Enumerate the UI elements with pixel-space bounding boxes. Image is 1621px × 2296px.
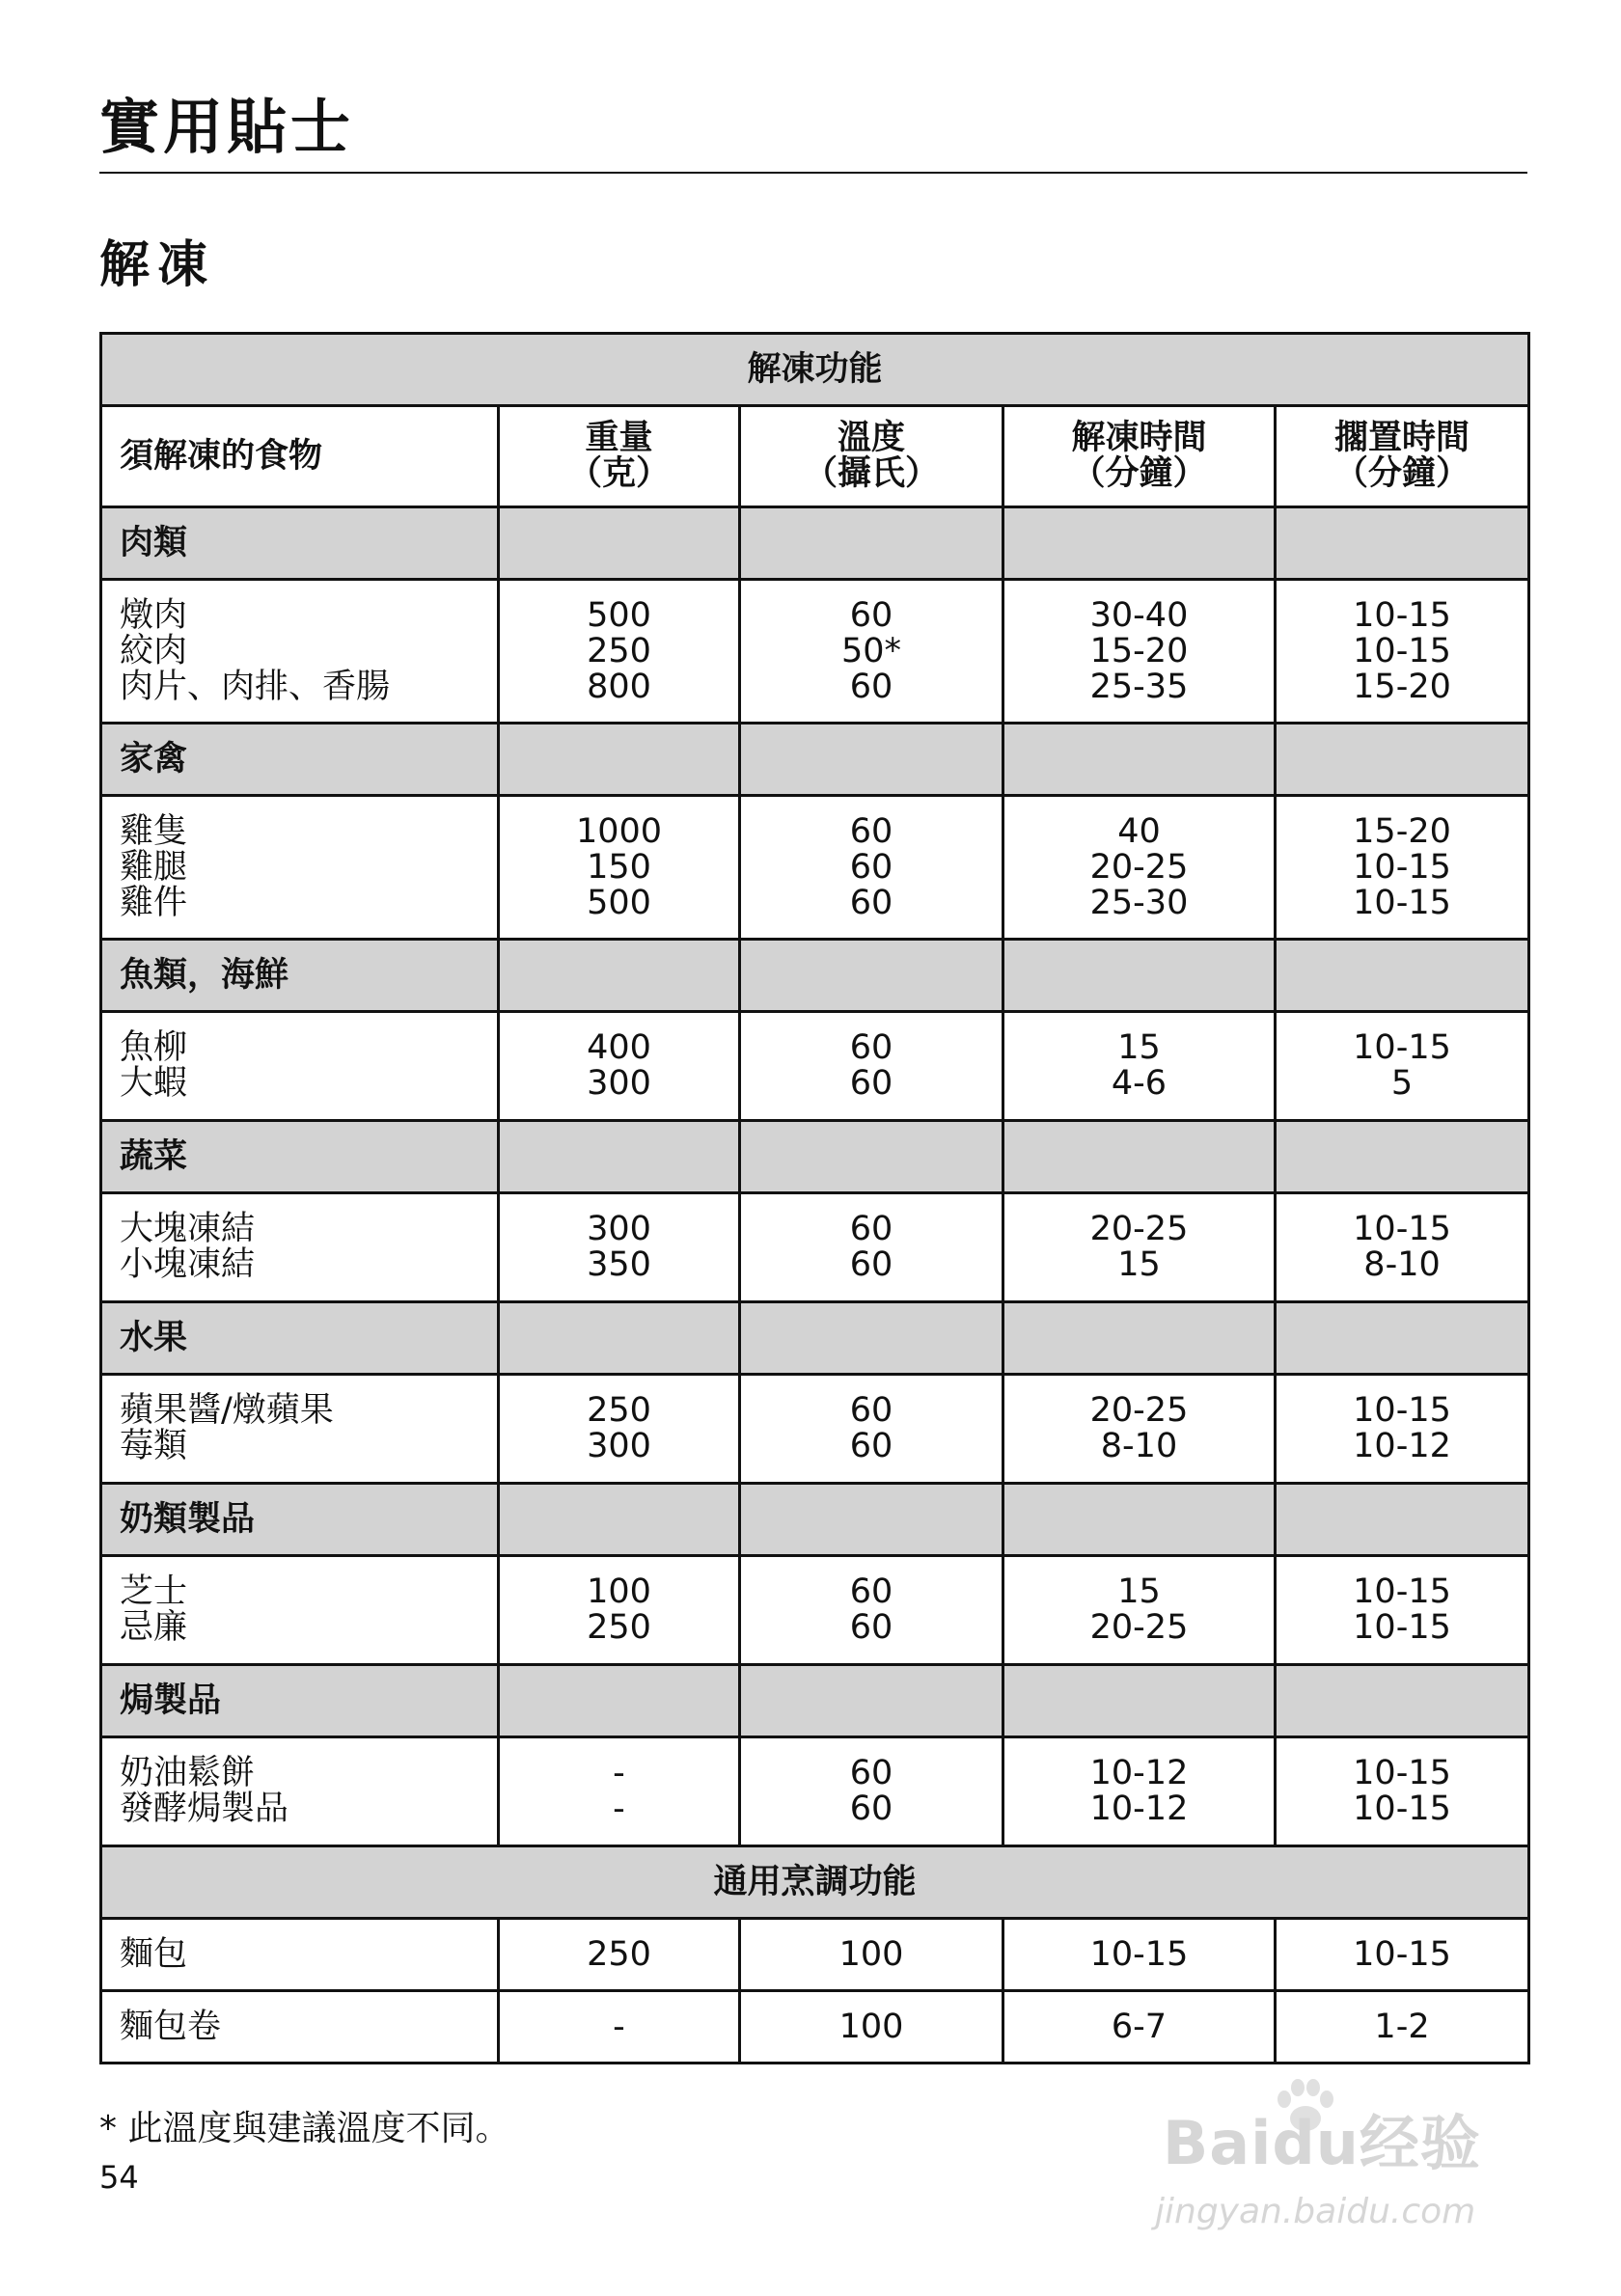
thaw-value: 30-40 (1089, 595, 1189, 635)
table-band-thaw (101, 334, 1529, 406)
food-name: 忌廉 (120, 1608, 188, 1647)
empty-cell (1003, 507, 1276, 580)
empty-cell (1276, 940, 1529, 1012)
rest-cell (1276, 1375, 1529, 1484)
food-name: 發酵焗製品 (120, 1790, 289, 1828)
thaw-value: 20-25 (1089, 847, 1189, 887)
rest-cell: 1-2 (1276, 1991, 1529, 2064)
category-row (101, 1484, 1529, 1556)
rest-value: 15-20 (1353, 667, 1451, 706)
temp-value: 60 (849, 847, 893, 887)
temp-cell: 100 (740, 1919, 1003, 1991)
empty-cell (1003, 1121, 1276, 1193)
category-row (101, 724, 1529, 796)
empty-cell (499, 1484, 740, 1556)
empty-cell (1276, 1665, 1529, 1737)
food-name: 燉肉 (120, 595, 188, 635)
thaw-cell (1003, 1375, 1276, 1484)
weight-value: 250 (587, 1391, 651, 1430)
food-cell (101, 796, 499, 940)
rest-value: 10-15 (1353, 883, 1451, 922)
empty-cell (1276, 724, 1529, 796)
food-name: 魚柳 (120, 1028, 188, 1067)
table-row (101, 1556, 1529, 1665)
weight-value: 300 (587, 1210, 651, 1248)
table-row (101, 796, 1529, 940)
table-row (101, 1012, 1529, 1121)
rest-value: 10-15 (1353, 595, 1451, 635)
rest-cell (1276, 796, 1529, 940)
thaw-cell (1003, 1556, 1276, 1665)
category-row (101, 507, 1529, 580)
thaw-value: 15-20 (1089, 631, 1189, 670)
food-cell (101, 1375, 499, 1484)
watermark-brand: Baidu经验 (1163, 2108, 1481, 2178)
rest-cell (1276, 1193, 1529, 1302)
food-name: 莓類 (120, 1427, 188, 1465)
food-cell (101, 580, 499, 724)
temp-cell (740, 1193, 1003, 1302)
category-row (101, 1302, 1529, 1375)
thaw-cell (1003, 580, 1276, 724)
thaw-value: 25-30 (1089, 883, 1189, 922)
rest-value: 10-15 (1353, 1572, 1451, 1611)
food-cell (101, 1012, 499, 1121)
temp-value: 60 (849, 883, 893, 922)
band-title: 通用烹調功能 (101, 1846, 1529, 1919)
empty-cell (1276, 1121, 1529, 1193)
temp-value: 60 (849, 1391, 893, 1430)
food-name: 雞件 (120, 883, 188, 922)
temp-value: 50* (840, 631, 902, 670)
empty-cell (499, 940, 740, 1012)
rest-value: 10-15 (1353, 1790, 1451, 1828)
temp-value: 60 (849, 1028, 893, 1067)
temp-value: 60 (849, 1210, 893, 1248)
thaw-value: 8-10 (1100, 1427, 1178, 1465)
category-row (101, 1121, 1529, 1193)
weight-value: 150 (587, 847, 651, 887)
table-band-general (101, 1846, 1529, 1919)
category-label: 蔬菜 (101, 1121, 499, 1193)
thaw-value: 20-25 (1089, 1210, 1189, 1248)
category-label: 水果 (101, 1302, 499, 1375)
empty-cell (499, 507, 740, 580)
weight-cell (499, 1375, 740, 1484)
thaw-value: 15 (1117, 1245, 1161, 1284)
empty-cell (1276, 1302, 1529, 1375)
thaw-value: 25-35 (1089, 667, 1189, 706)
weight-value: 300 (587, 1064, 651, 1103)
temp-cell (740, 580, 1003, 724)
food-name: 雞隻 (120, 811, 188, 851)
thaw-cell (1003, 796, 1276, 940)
empty-cell (499, 1302, 740, 1375)
rest-value: 10-12 (1353, 1427, 1451, 1465)
table-row (101, 1193, 1529, 1302)
weight-value: 250 (587, 1608, 651, 1647)
column-header-rest-time: 擱置時間 （分鐘） (1276, 406, 1529, 507)
page-title: 實用貼士 (99, 92, 355, 162)
thaw-cell: 6-7 (1003, 1991, 1276, 2064)
empty-cell (499, 1665, 740, 1737)
temp-value: 60 (849, 595, 893, 635)
rest-cell (1276, 1737, 1529, 1846)
rest-value: 10-15 (1353, 847, 1451, 887)
temp-value: 60 (849, 1572, 893, 1611)
empty-cell (740, 1665, 1003, 1737)
section-title: 解凍 (99, 236, 216, 294)
watermark (1143, 2074, 1549, 2257)
food-name: 小塊凍結 (120, 1245, 256, 1284)
rest-value: 10-15 (1353, 1210, 1451, 1248)
thaw-cell: 10-15 (1003, 1919, 1276, 1991)
thaw-value: 40 (1117, 811, 1161, 851)
food-name: 芝士 (120, 1572, 188, 1611)
empty-cell (740, 940, 1003, 1012)
rest-value: 5 (1390, 1064, 1414, 1103)
watermark-url: jingyan.baidu.com (1155, 2192, 1476, 2231)
empty-cell (1003, 1484, 1276, 1556)
rest-value: 10-15 (1353, 1391, 1451, 1430)
weight-value: 400 (587, 1028, 651, 1067)
weight-value: 250 (587, 631, 651, 670)
rest-value: 10-15 (1353, 631, 1451, 670)
thaw-cell (1003, 1012, 1276, 1121)
weight-value: 500 (587, 883, 651, 922)
rest-value: 10-15 (1353, 1754, 1451, 1792)
category-label: 焗製品 (101, 1665, 499, 1737)
weight-cell: 250 (499, 1919, 740, 1991)
weight-cell (499, 1012, 740, 1121)
empty-cell (1003, 1302, 1276, 1375)
rest-cell (1276, 580, 1529, 724)
empty-cell (740, 1302, 1003, 1375)
rest-value: 8-10 (1363, 1245, 1441, 1284)
food-name: 大蝦 (120, 1064, 188, 1103)
thaw-value: 15 (1117, 1028, 1161, 1067)
footnote: * 此溫度與建議溫度不同。 (99, 2109, 510, 2148)
food-cell: 麵包 (101, 1919, 499, 1991)
weight-cell (499, 1737, 740, 1846)
temp-value: 60 (849, 1608, 893, 1647)
temp-value: 60 (849, 811, 893, 851)
weight-value: 300 (587, 1427, 651, 1465)
rest-cell: 10-15 (1276, 1919, 1529, 1991)
rest-value: 10-15 (1353, 1608, 1451, 1647)
thaw-cell (1003, 1193, 1276, 1302)
weight-value: 350 (587, 1245, 651, 1284)
thaw-value: 4-6 (1111, 1064, 1168, 1103)
temp-cell: 100 (740, 1991, 1003, 2064)
rest-cell (1276, 1012, 1529, 1121)
rest-cell (1276, 1556, 1529, 1665)
band-title: 解凍功能 (101, 334, 1529, 406)
food-name: 奶油鬆餅 (120, 1754, 256, 1792)
weight-cell (499, 1193, 740, 1302)
temp-value: 60 (849, 1064, 893, 1103)
food-cell: 麵包卷 (101, 1991, 499, 2064)
empty-cell (1003, 940, 1276, 1012)
thaw-value: 20-25 (1089, 1608, 1189, 1647)
food-cell (101, 1737, 499, 1846)
temp-value: 60 (849, 667, 893, 706)
table-row (101, 1375, 1529, 1484)
weight-value: 800 (587, 667, 651, 706)
thaw-value: 10-12 (1089, 1754, 1189, 1792)
weight-value: 100 (587, 1572, 651, 1611)
thaw-value: 15 (1117, 1572, 1161, 1611)
weight-cell: - (499, 1991, 740, 2064)
empty-cell (499, 1121, 740, 1193)
food-cell (101, 1556, 499, 1665)
table-row (101, 580, 1529, 724)
food-name: 大塊凍結 (120, 1210, 256, 1248)
empty-cell (740, 724, 1003, 796)
rest-value: 10-15 (1353, 1028, 1451, 1067)
temp-cell (740, 796, 1003, 940)
category-row (101, 940, 1529, 1012)
table-row (101, 1991, 1529, 2064)
category-label: 肉類 (101, 507, 499, 580)
thaw-value: 10-12 (1089, 1790, 1189, 1828)
weight-value: - (613, 1790, 625, 1828)
empty-cell (499, 724, 740, 796)
temp-cell (740, 1375, 1003, 1484)
food-name: 蘋果醬/燉蘋果 (120, 1391, 334, 1430)
column-header-food: 須解凍的食物 (101, 406, 499, 507)
rest-value: 15-20 (1353, 811, 1451, 851)
empty-cell (740, 507, 1003, 580)
empty-cell (740, 1484, 1003, 1556)
column-header-weight: 重量 （克） (499, 406, 740, 507)
empty-cell (1003, 724, 1276, 796)
temp-value: 60 (849, 1427, 893, 1465)
page-number: 54 (99, 2159, 139, 2196)
food-cell (101, 1193, 499, 1302)
empty-cell (740, 1121, 1003, 1193)
thaw-cell (1003, 1737, 1276, 1846)
weight-value: - (613, 1754, 625, 1792)
temp-value: 60 (849, 1245, 893, 1284)
temp-value: 60 (849, 1790, 893, 1828)
food-name: 肉片、肉排、香腸 (120, 667, 391, 706)
weight-cell (499, 1556, 740, 1665)
food-name: 雞腿 (120, 847, 188, 887)
category-label: 家禽 (101, 724, 499, 796)
temp-cell (740, 1737, 1003, 1846)
thaw-value: 20-25 (1089, 1391, 1189, 1430)
weight-value: 500 (587, 595, 651, 635)
column-header-thaw-time: 解凍時間 （分鐘） (1003, 406, 1276, 507)
column-header-row (101, 406, 1529, 507)
category-label: 魚類，海鮮 (101, 940, 499, 1012)
table-row (101, 1919, 1529, 1991)
weight-cell (499, 796, 740, 940)
weight-value: 1000 (575, 811, 663, 851)
category-row (101, 1665, 1529, 1737)
temp-value: 60 (849, 1754, 893, 1792)
thaw-table (99, 332, 1530, 2064)
weight-cell (499, 580, 740, 724)
empty-cell (1003, 1665, 1276, 1737)
category-label: 奶類製品 (101, 1484, 499, 1556)
empty-cell (1276, 1484, 1529, 1556)
temp-cell (740, 1012, 1003, 1121)
column-header-temp: 溫度 （攝氏） (740, 406, 1003, 507)
temp-cell (740, 1556, 1003, 1665)
food-name: 絞肉 (120, 631, 188, 670)
empty-cell (1276, 507, 1529, 580)
title-divider (99, 172, 1527, 174)
table-row (101, 1737, 1529, 1846)
